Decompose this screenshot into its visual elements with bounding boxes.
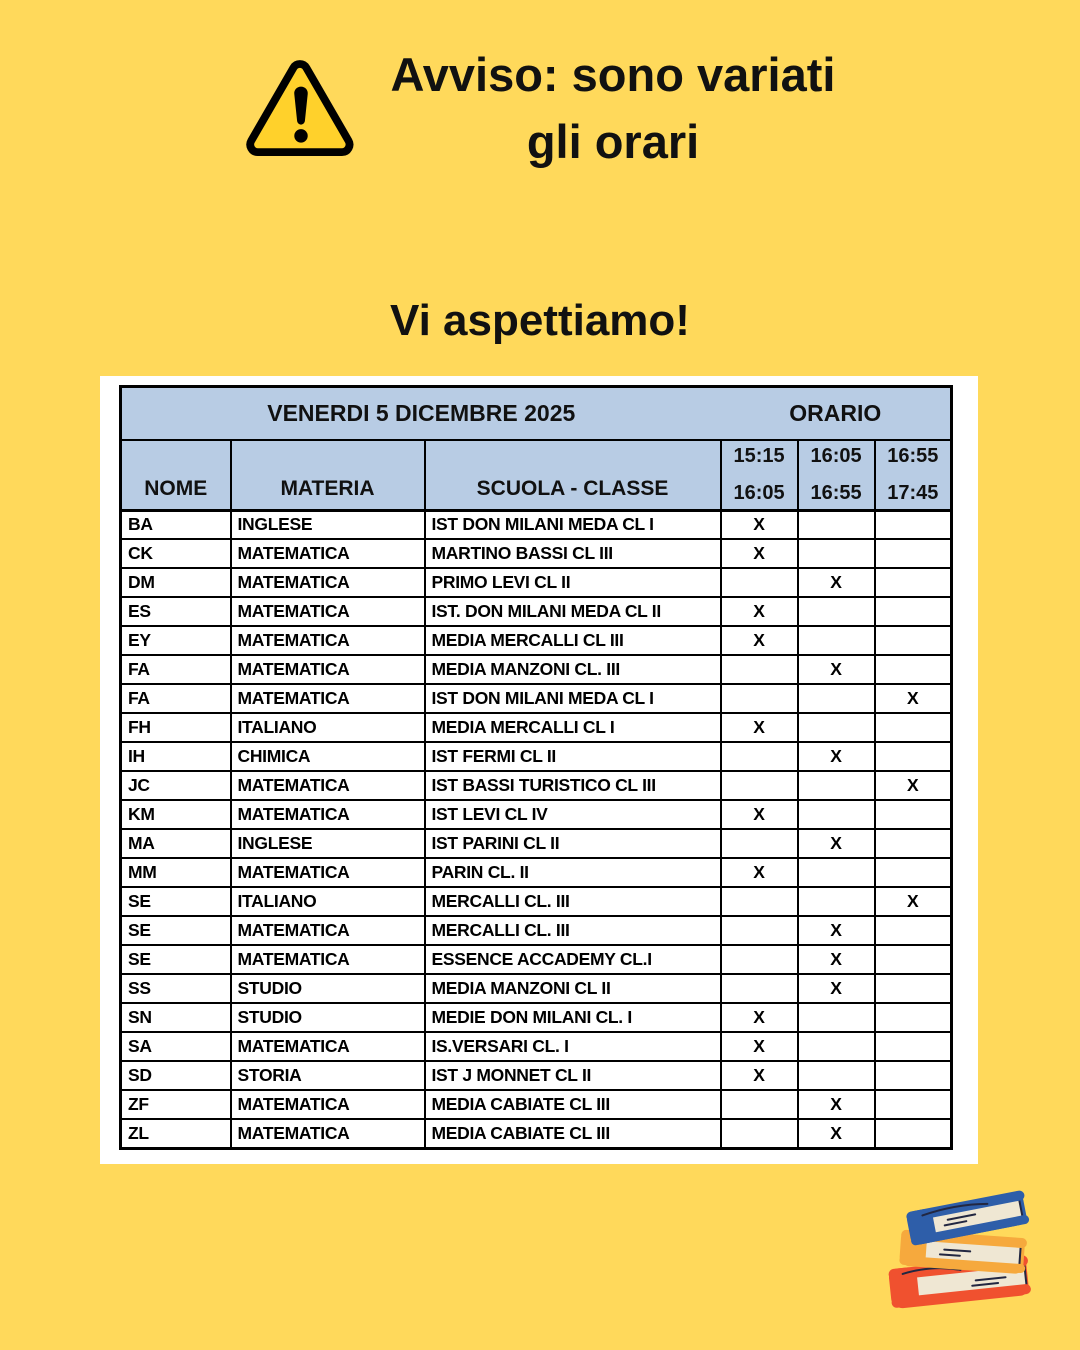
- cell-slot: X: [798, 742, 875, 771]
- cell-materia: STUDIO: [231, 1003, 425, 1032]
- cell-materia: STUDIO: [231, 974, 425, 1003]
- cell-slot: [798, 771, 875, 800]
- cell-nome: FH: [121, 713, 231, 742]
- cell-scuola: MEDIE DON MILANI CL. I: [425, 1003, 721, 1032]
- schedule-table-body: [121, 510, 952, 1148]
- col-header-materia: MATERIA: [231, 440, 425, 511]
- cell-slot: [721, 1119, 798, 1148]
- cell-slot: X: [798, 568, 875, 597]
- cell-nome: FA: [121, 655, 231, 684]
- table-row: [121, 539, 952, 568]
- cell-scuola: IST BASSI TURISTICO CL III: [425, 771, 721, 800]
- cell-slot: [875, 1003, 952, 1032]
- slot2-end: 16:55: [810, 481, 862, 504]
- cell-nome: KM: [121, 800, 231, 829]
- page-title-line1: Avviso: sono variati: [390, 48, 836, 101]
- cell-scuola: MERCALLI CL. III: [425, 887, 721, 916]
- cell-slot: [798, 1061, 875, 1090]
- cell-slot: [875, 742, 952, 771]
- cell-slot: [798, 1003, 875, 1032]
- cell-scuola: MEDIA MANZONI CL. III: [425, 655, 721, 684]
- cell-slot: X: [875, 684, 952, 713]
- table-row: [121, 887, 952, 916]
- table-row: [121, 974, 952, 1003]
- table-row: [121, 597, 952, 626]
- cell-slot: X: [798, 916, 875, 945]
- cell-slot: X: [721, 858, 798, 887]
- cell-slot: [798, 510, 875, 539]
- table-row: [121, 916, 952, 945]
- cell-nome: SA: [121, 1032, 231, 1061]
- cell-slot: X: [721, 539, 798, 568]
- cell-nome: BA: [121, 510, 231, 539]
- cell-slot: X: [721, 510, 798, 539]
- cell-materia: MATEMATICA: [231, 626, 425, 655]
- cell-materia: MATEMATICA: [231, 684, 425, 713]
- cell-slot: X: [721, 626, 798, 655]
- table-row: [121, 568, 952, 597]
- cell-scuola: MEDIA MANZONI CL II: [425, 974, 721, 1003]
- cell-slot: [875, 974, 952, 1003]
- warning-triangle-icon: [245, 53, 357, 165]
- cell-slot: [721, 916, 798, 945]
- cell-slot: [798, 858, 875, 887]
- cell-scuola: MERCALLI CL. III: [425, 916, 721, 945]
- cell-materia: INGLESE: [231, 829, 425, 858]
- cell-slot: [875, 945, 952, 974]
- table-title: VENERDI 5 DICEMBRE 2025: [121, 387, 721, 440]
- cell-materia: ITALIANO: [231, 887, 425, 916]
- cell-slot: [798, 626, 875, 655]
- cell-slot: [721, 742, 798, 771]
- cell-slot: [875, 1090, 952, 1119]
- col-header-scuola: SCUOLA - CLASSE: [425, 440, 721, 511]
- slot2-start: 16:05: [810, 444, 862, 467]
- slot3-start: 16:55: [887, 444, 939, 467]
- cell-slot: X: [875, 771, 952, 800]
- cell-slot: [875, 1032, 952, 1061]
- cell-slot: [798, 597, 875, 626]
- cell-slot: [875, 568, 952, 597]
- cell-scuola: IST J MONNET CL II: [425, 1061, 721, 1090]
- cell-slot: [875, 713, 952, 742]
- cell-slot: X: [721, 1061, 798, 1090]
- cell-slot: X: [798, 945, 875, 974]
- page-title-line2: gli orari: [526, 114, 700, 168]
- slot1-end: 16:05: [733, 481, 785, 504]
- cell-materia: MATEMATICA: [231, 539, 425, 568]
- cell-slot: X: [875, 887, 952, 916]
- cell-slot: [721, 655, 798, 684]
- cell-scuola: IST DON MILANI MEDA CL I: [425, 510, 721, 539]
- cell-scuola: IST LEVI CL IV: [425, 800, 721, 829]
- table-row: [121, 829, 952, 858]
- cell-scuola: MEDIA CABIATE CL III: [425, 1119, 721, 1148]
- cell-slot: X: [798, 655, 875, 684]
- cell-slot: [721, 568, 798, 597]
- cell-materia: STORIA: [231, 1061, 425, 1090]
- cell-nome: DM: [121, 568, 231, 597]
- cell-slot: [875, 539, 952, 568]
- cell-scuola: MEDIA MERCALLI CL I: [425, 713, 721, 742]
- cell-materia: MATEMATICA: [231, 568, 425, 597]
- slot3-end: 17:45: [887, 481, 939, 504]
- table-row: [121, 800, 952, 829]
- cell-slot: [798, 800, 875, 829]
- cell-scuola: ESSENCE ACCADEMY CL.I: [425, 945, 721, 974]
- time-slot-header-1: [721, 440, 798, 511]
- cell-slot: [875, 829, 952, 858]
- cell-nome: FA: [121, 684, 231, 713]
- orario-header: ORARIO: [721, 387, 952, 440]
- cell-scuola: IST DON MILANI MEDA CL I: [425, 684, 721, 713]
- column-header-row: [121, 440, 952, 511]
- table-row: [121, 1090, 952, 1119]
- cell-scuola: PARIN CL. II: [425, 858, 721, 887]
- cell-slot: X: [721, 713, 798, 742]
- cell-scuola: IST. DON MILANI MEDA CL II: [425, 597, 721, 626]
- cell-slot: [875, 1061, 952, 1090]
- cell-slot: [798, 1032, 875, 1061]
- cell-scuola: MARTINO BASSI CL III: [425, 539, 721, 568]
- cell-slot: [875, 597, 952, 626]
- table-row: [121, 742, 952, 771]
- table-row: [121, 771, 952, 800]
- col-header-nome: NOME: [121, 440, 231, 511]
- cell-slot: [875, 858, 952, 887]
- cell-slot: X: [798, 1090, 875, 1119]
- cell-nome: IH: [121, 742, 231, 771]
- table-row: [121, 1119, 952, 1148]
- table-row: [121, 1003, 952, 1032]
- cell-materia: MATEMATICA: [231, 1119, 425, 1148]
- cell-nome: SE: [121, 945, 231, 974]
- slot1-start: 15:15: [733, 444, 785, 467]
- subtitle: Vi aspettiamo!: [390, 296, 690, 345]
- cell-materia: CHIMICA: [231, 742, 425, 771]
- cell-slot: X: [721, 800, 798, 829]
- cell-slot: [875, 626, 952, 655]
- cell-materia: MATEMATICA: [231, 1090, 425, 1119]
- cell-materia: MATEMATICA: [231, 655, 425, 684]
- cell-nome: MA: [121, 829, 231, 858]
- cell-slot: X: [721, 597, 798, 626]
- cell-materia: INGLESE: [231, 510, 425, 539]
- table-row: [121, 510, 952, 539]
- time-slot-header-2: [798, 440, 875, 511]
- cell-nome: SS: [121, 974, 231, 1003]
- cell-scuola: IST PARINI CL II: [425, 829, 721, 858]
- cell-scuola: MEDIA MERCALLI CL III: [425, 626, 721, 655]
- cell-slot: [875, 800, 952, 829]
- table-row: [121, 945, 952, 974]
- cell-slot: [721, 829, 798, 858]
- cell-slot: X: [798, 1119, 875, 1148]
- cell-slot: X: [721, 1003, 798, 1032]
- cell-slot: [721, 945, 798, 974]
- cell-materia: ITALIANO: [231, 713, 425, 742]
- books-stack-icon: [884, 1172, 1044, 1317]
- cell-materia: MATEMATICA: [231, 597, 425, 626]
- cell-slot: [875, 655, 952, 684]
- cell-materia: MATEMATICA: [231, 1032, 425, 1061]
- time-slot-header-3: [875, 440, 952, 511]
- table-row: [121, 626, 952, 655]
- cell-scuola: IST FERMI CL II: [425, 742, 721, 771]
- cell-slot: [721, 684, 798, 713]
- cell-slot: [798, 684, 875, 713]
- cell-slot: [798, 887, 875, 916]
- cell-slot: [875, 916, 952, 945]
- table-row: [121, 655, 952, 684]
- table-row: [121, 858, 952, 887]
- cell-materia: MATEMATICA: [231, 916, 425, 945]
- cell-slot: X: [721, 1032, 798, 1061]
- cell-nome: CK: [121, 539, 231, 568]
- cell-nome: EY: [121, 626, 231, 655]
- cell-slot: [875, 510, 952, 539]
- table-row: [121, 684, 952, 713]
- cell-materia: MATEMATICA: [231, 945, 425, 974]
- cell-materia: MATEMATICA: [231, 800, 425, 829]
- cell-scuola: IS.VERSARI CL. I: [425, 1032, 721, 1061]
- page-title: [391, 42, 836, 175]
- cell-nome: ES: [121, 597, 231, 626]
- cell-nome: SD: [121, 1061, 231, 1090]
- cell-slot: X: [798, 974, 875, 1003]
- cell-nome: MM: [121, 858, 231, 887]
- cell-materia: MATEMATICA: [231, 858, 425, 887]
- cell-nome: SE: [121, 887, 231, 916]
- cell-slot: [721, 771, 798, 800]
- cell-nome: ZF: [121, 1090, 231, 1119]
- schedule-table: [119, 385, 953, 1150]
- cell-slot: [798, 539, 875, 568]
- cell-slot: [798, 713, 875, 742]
- cell-slot: [721, 974, 798, 1003]
- cell-nome: SN: [121, 1003, 231, 1032]
- cell-slot: X: [798, 829, 875, 858]
- cell-slot: [721, 1090, 798, 1119]
- cell-slot: [875, 1119, 952, 1148]
- table-title-row: [121, 387, 952, 440]
- schedule-card: [100, 376, 978, 1164]
- table-row: [121, 713, 952, 742]
- cell-scuola: MEDIA CABIATE CL III: [425, 1090, 721, 1119]
- table-row: [121, 1032, 952, 1061]
- cell-nome: JC: [121, 771, 231, 800]
- table-row: [121, 1061, 952, 1090]
- cell-scuola: PRIMO LEVI CL II: [425, 568, 721, 597]
- banner: [0, 42, 1080, 175]
- cell-nome: ZL: [121, 1119, 231, 1148]
- cell-materia: MATEMATICA: [231, 771, 425, 800]
- cell-nome: SE: [121, 916, 231, 945]
- cell-slot: [721, 887, 798, 916]
